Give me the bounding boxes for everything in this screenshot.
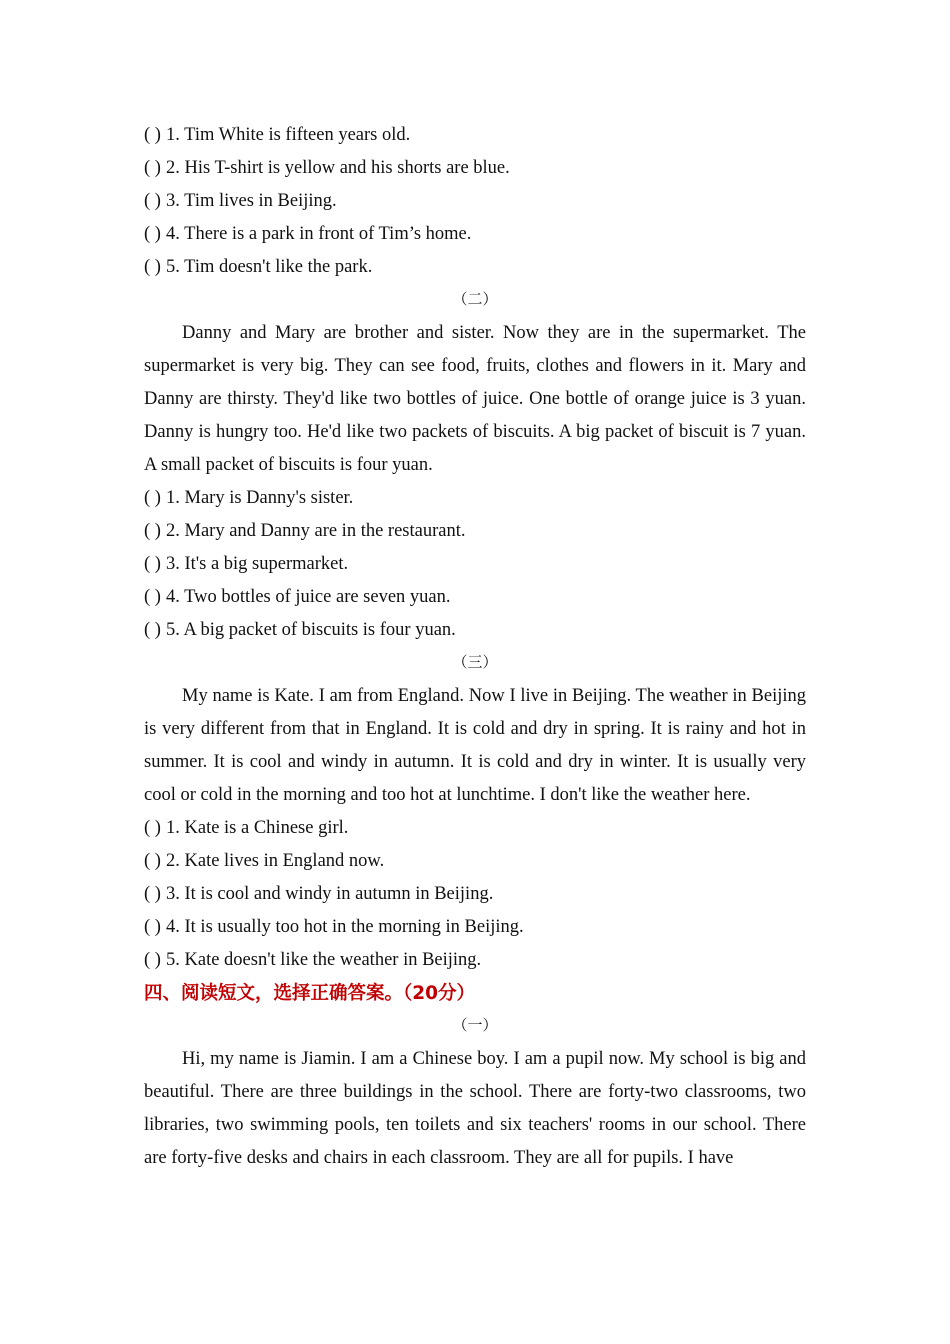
answer-blank[interactable]: ( ) (144, 818, 161, 838)
question-text: 1. Kate is a Chinese girl. (166, 818, 349, 838)
answer-blank[interactable]: ( ) (144, 257, 161, 277)
answer-blank[interactable]: ( ) (144, 191, 161, 211)
question-line (144, 185, 806, 218)
question-text: 2. His T-shirt is yellow and his shorts are blue. (166, 158, 510, 178)
question-text: 4. There is a park in front of Tim’s home. (166, 224, 472, 244)
answer-blank[interactable]: ( ) (144, 125, 161, 145)
answer-blank[interactable]: ( ) (144, 851, 161, 871)
answer-blank[interactable]: ( ) (144, 224, 161, 244)
document-content (144, 119, 806, 1175)
answer-blank[interactable]: ( ) (144, 587, 161, 607)
answer-blank[interactable]: ( ) (144, 950, 161, 970)
answer-blank[interactable]: ( ) (144, 884, 161, 904)
question-line (144, 548, 806, 581)
question-line (144, 218, 806, 251)
answer-blank[interactable]: ( ) (144, 620, 161, 640)
section-heading: 四、阅读短文，选择正确答案。（20分） (144, 983, 475, 1004)
question-line (144, 152, 806, 185)
question-line (144, 911, 806, 944)
question-line (144, 812, 806, 845)
question-text: 5. A big packet of biscuits is four yuan. (166, 620, 456, 640)
answer-blank[interactable]: ( ) (144, 521, 161, 541)
question-text: 4. Two bottles of juice are seven yuan. (166, 587, 451, 607)
question-line (144, 614, 806, 647)
passage-label: （一） (452, 1018, 498, 1034)
question-text: 3. It's a big supermarket. (166, 554, 349, 574)
passage-text: Hi, my name is Jiamin. I am a Chinese boy. I am a pupil now. My school is big and beautiful. There are three buildings in the school. There are forty-two classrooms, two libraries, two swimming pools, ten toilets and six teachers' rooms in our school. There are forty-five desks and chairs in each classroom. They are all for pupils. I have (144, 1049, 806, 1168)
question-line (144, 119, 806, 152)
passage-label: （二） (452, 292, 498, 308)
question-text: 4. It is usually too hot in the morning in Beijing. (166, 917, 524, 937)
question-line (144, 251, 806, 284)
answer-blank[interactable]: ( ) (144, 554, 161, 574)
question-text: 3. It is cool and windy in autumn in Beijing. (166, 884, 494, 904)
question-line (144, 944, 806, 977)
question-line (144, 515, 806, 548)
question-line (144, 482, 806, 515)
question-text: 1. Tim White is fifteen years old. (166, 125, 411, 145)
answer-blank[interactable]: ( ) (144, 488, 161, 508)
passage-text: My name is Kate. I am from England. Now I live in Beijing. The weather in Beijing is very different from that in England. It is cold and dry in spring. It is rainy and hot in summer. It is cool and windy in autumn. It is cold and dry in winter. It is usually very cool or cold in the morning and too hot at lunchtime. I don't like the weather here. (144, 686, 806, 805)
question-text: 5. Kate doesn't like the weather in Beijing. (166, 950, 482, 970)
passage-text: Danny and Mary are brother and sister. Now they are in the supermarket. The supermarket is very big. They can see food, fruits, clothes and flowers in it. Mary and Danny are thirsty. They'd like two bottles of juice. One bottle of orange juice is 3 yuan. Danny is hungry too. He'd like two packets of biscuits. A big packet of biscuit is 7 yuan. A small packet of biscuits is four yuan. (144, 323, 806, 475)
question-text: 1. Mary is Danny's sister. (166, 488, 354, 508)
question-text: 2. Kate lives in England now. (166, 851, 385, 871)
question-text: 5. Tim doesn't like the park. (166, 257, 373, 277)
question-line (144, 845, 806, 878)
answer-blank[interactable]: ( ) (144, 917, 161, 937)
question-text: 2. Mary and Danny are in the restaurant. (166, 521, 466, 541)
question-line (144, 581, 806, 614)
answer-blank[interactable]: ( ) (144, 158, 161, 178)
question-line (144, 878, 806, 911)
question-text: 3. Tim lives in Beijing. (166, 191, 337, 211)
passage-label: （三） (452, 655, 498, 671)
